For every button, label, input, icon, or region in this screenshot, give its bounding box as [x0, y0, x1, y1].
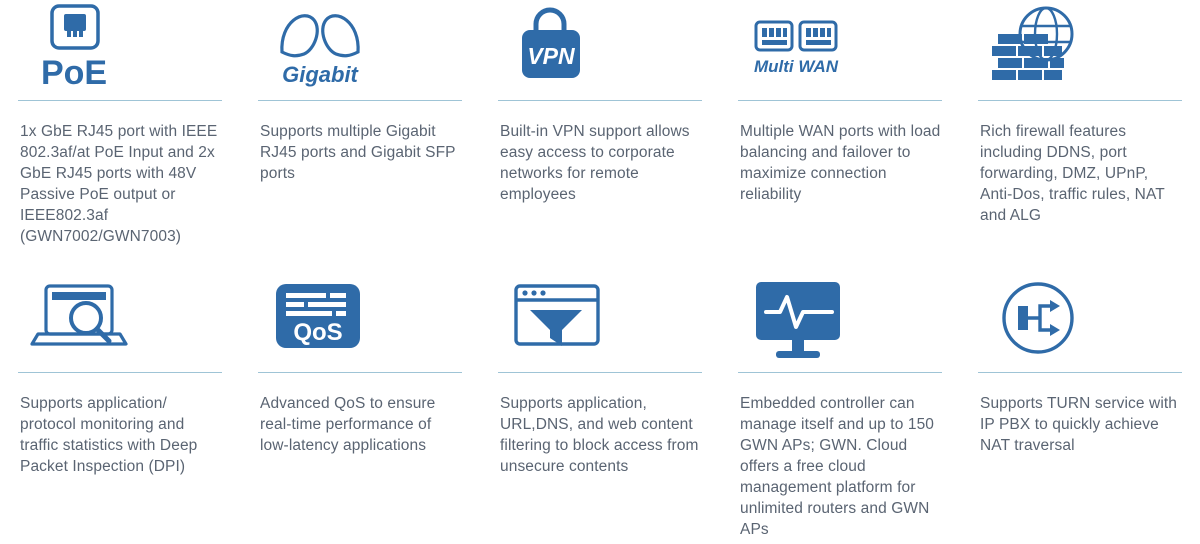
- feature-item-embedded-controller: [720, 272, 960, 544]
- feature-text: Advanced QoS to ensure real-time performance of low-latency applications: [260, 395, 436, 454]
- feature-text: Rich firewall features including DDNS, port forwarding, DMZ, UPnP, Anti-Dos, traffic rules, NAT and ALG: [980, 123, 1165, 224]
- divider: [258, 372, 462, 373]
- feature-text: Supports application/ protocol monitoring and traffic statistics with Deep Packet Inspection (DPI): [20, 395, 198, 475]
- feature-text: Embedded controller can manage itself and up to 150 GWN APs; GWN. Cloud offers a free cloud management platform for unlimited routers and GWN APs: [740, 395, 935, 538]
- embedded-controller-icon: [738, 272, 942, 372]
- firewall-icon: [978, 0, 1182, 100]
- poe-icon: [18, 0, 222, 100]
- svg-text:Gigabit: Gigabit: [282, 62, 358, 87]
- feature-item-vpn: [480, 0, 720, 272]
- feature-item-turn-nat-traversal: [960, 272, 1200, 544]
- turn-nat-traversal-icon: [978, 272, 1182, 372]
- feature-text: 1x GbE RJ45 port with IEEE 802.3af/at PoE Input and 2x GbE RJ45 ports with 48V Passive PoE output or IEEE802.3af (GWN7002/GWN7003): [20, 123, 218, 245]
- dpi-monitoring-icon: [18, 272, 222, 372]
- divider: [738, 100, 942, 101]
- feature-item-qos: [240, 272, 480, 544]
- gigabit-icon: [258, 0, 462, 100]
- vpn-icon: [498, 0, 702, 100]
- divider: [18, 372, 222, 373]
- multi-wan-icon: [738, 0, 942, 100]
- feature-item-gigabit: [240, 0, 480, 272]
- feature-item-poe: [0, 0, 240, 272]
- feature-text: Supports multiple Gigabit RJ45 ports and Gigabit SFP ports: [260, 123, 456, 182]
- qos-icon: [258, 272, 462, 372]
- divider: [18, 100, 222, 101]
- divider: [498, 100, 702, 101]
- feature-text: Supports TURN service with IP PBX to quickly achieve NAT traversal: [980, 395, 1177, 454]
- feature-text: Built-in VPN support allows easy access to corporate networks for remote employees: [500, 123, 690, 203]
- divider: [978, 100, 1182, 101]
- divider: [978, 372, 1182, 373]
- feature-item-content-filter: [480, 272, 720, 544]
- svg-text:QoS: QoS: [293, 319, 343, 346]
- feature-text: Multiple WAN ports with load balancing and failover to maximize connection reliability: [740, 123, 941, 203]
- svg-text:Multi WAN: Multi WAN: [753, 57, 839, 76]
- content-filter-icon: [498, 272, 702, 372]
- divider: [498, 372, 702, 373]
- svg-text:PoE: PoE: [40, 54, 108, 92]
- feature-item-dpi-monitoring: [0, 272, 240, 544]
- svg-text:VPN: VPN: [527, 43, 575, 69]
- feature-text: Supports application, URL,DNS, and web content filtering to block access from unsecure contents: [500, 395, 699, 475]
- divider: [738, 372, 942, 373]
- divider: [258, 100, 462, 101]
- feature-item-firewall: [960, 0, 1200, 272]
- feature-item-multi-wan: [720, 0, 960, 272]
